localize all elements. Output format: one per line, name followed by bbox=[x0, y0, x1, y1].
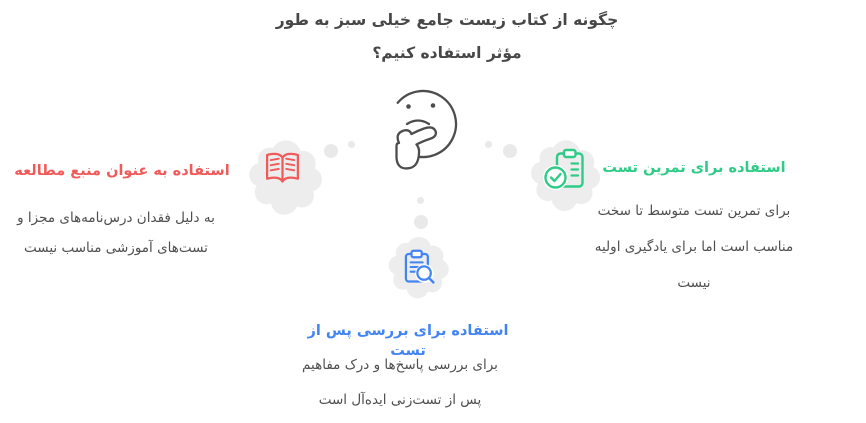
branch-body-line: تست‌های آموزشی مناسب نیست bbox=[24, 240, 208, 256]
frown-mouth bbox=[407, 121, 429, 125]
page-title bbox=[197, 4, 697, 70]
clipboard-search-icon bbox=[398, 247, 439, 288]
branch-body-line: به دلیل فقدان درس‌نامه‌های مجزا و bbox=[17, 210, 215, 226]
page-title-line1: چگونه از کتاب زیست جامع خیلی سبز به طور bbox=[275, 11, 619, 29]
open-book-icon bbox=[262, 149, 303, 187]
clipboard-check-icon bbox=[542, 146, 590, 193]
left-eye-dot bbox=[406, 104, 411, 109]
thinking-hand bbox=[397, 127, 436, 168]
branch-body-study-source bbox=[0, 203, 232, 263]
branch-title-post-test-review: استفاده برای بررسی پس از تست bbox=[307, 323, 509, 359]
connector-dot-bottom-small bbox=[417, 197, 424, 204]
connector-dot-left-small bbox=[348, 141, 355, 148]
branch-body-line: برای تمرین تست متوسط تا سخت bbox=[597, 203, 791, 219]
branch-title-test-practice: استفاده برای تمرین تست bbox=[602, 160, 786, 176]
connector-dot-right-small bbox=[485, 141, 492, 148]
branch-body-line: برای بررسی پاسخ‌ها و درک مفاهیم bbox=[302, 357, 498, 373]
branch-body-line: نیست bbox=[677, 275, 711, 291]
branch-body-test-practice bbox=[580, 193, 808, 301]
thinking-face-icon bbox=[384, 87, 464, 175]
connector-dot-bottom-large bbox=[414, 215, 428, 229]
branch-title-study-source: استفاده به عنوان منبع مطالعه bbox=[14, 163, 230, 179]
magnifier-handle bbox=[429, 278, 433, 282]
page-title-line2: مؤثر استفاده کنیم؟ bbox=[372, 44, 522, 62]
branch-body-line: پس از تست‌زنی ایده‌آل است bbox=[318, 392, 482, 408]
connector-dot-left-large bbox=[324, 144, 338, 158]
right-eye-dot bbox=[431, 103, 436, 108]
branch-body-post-test-review bbox=[276, 348, 524, 418]
connector-dot-right-large bbox=[503, 144, 517, 158]
branch-body-line: مناسب است اما برای یادگیری اولیه bbox=[594, 239, 794, 255]
